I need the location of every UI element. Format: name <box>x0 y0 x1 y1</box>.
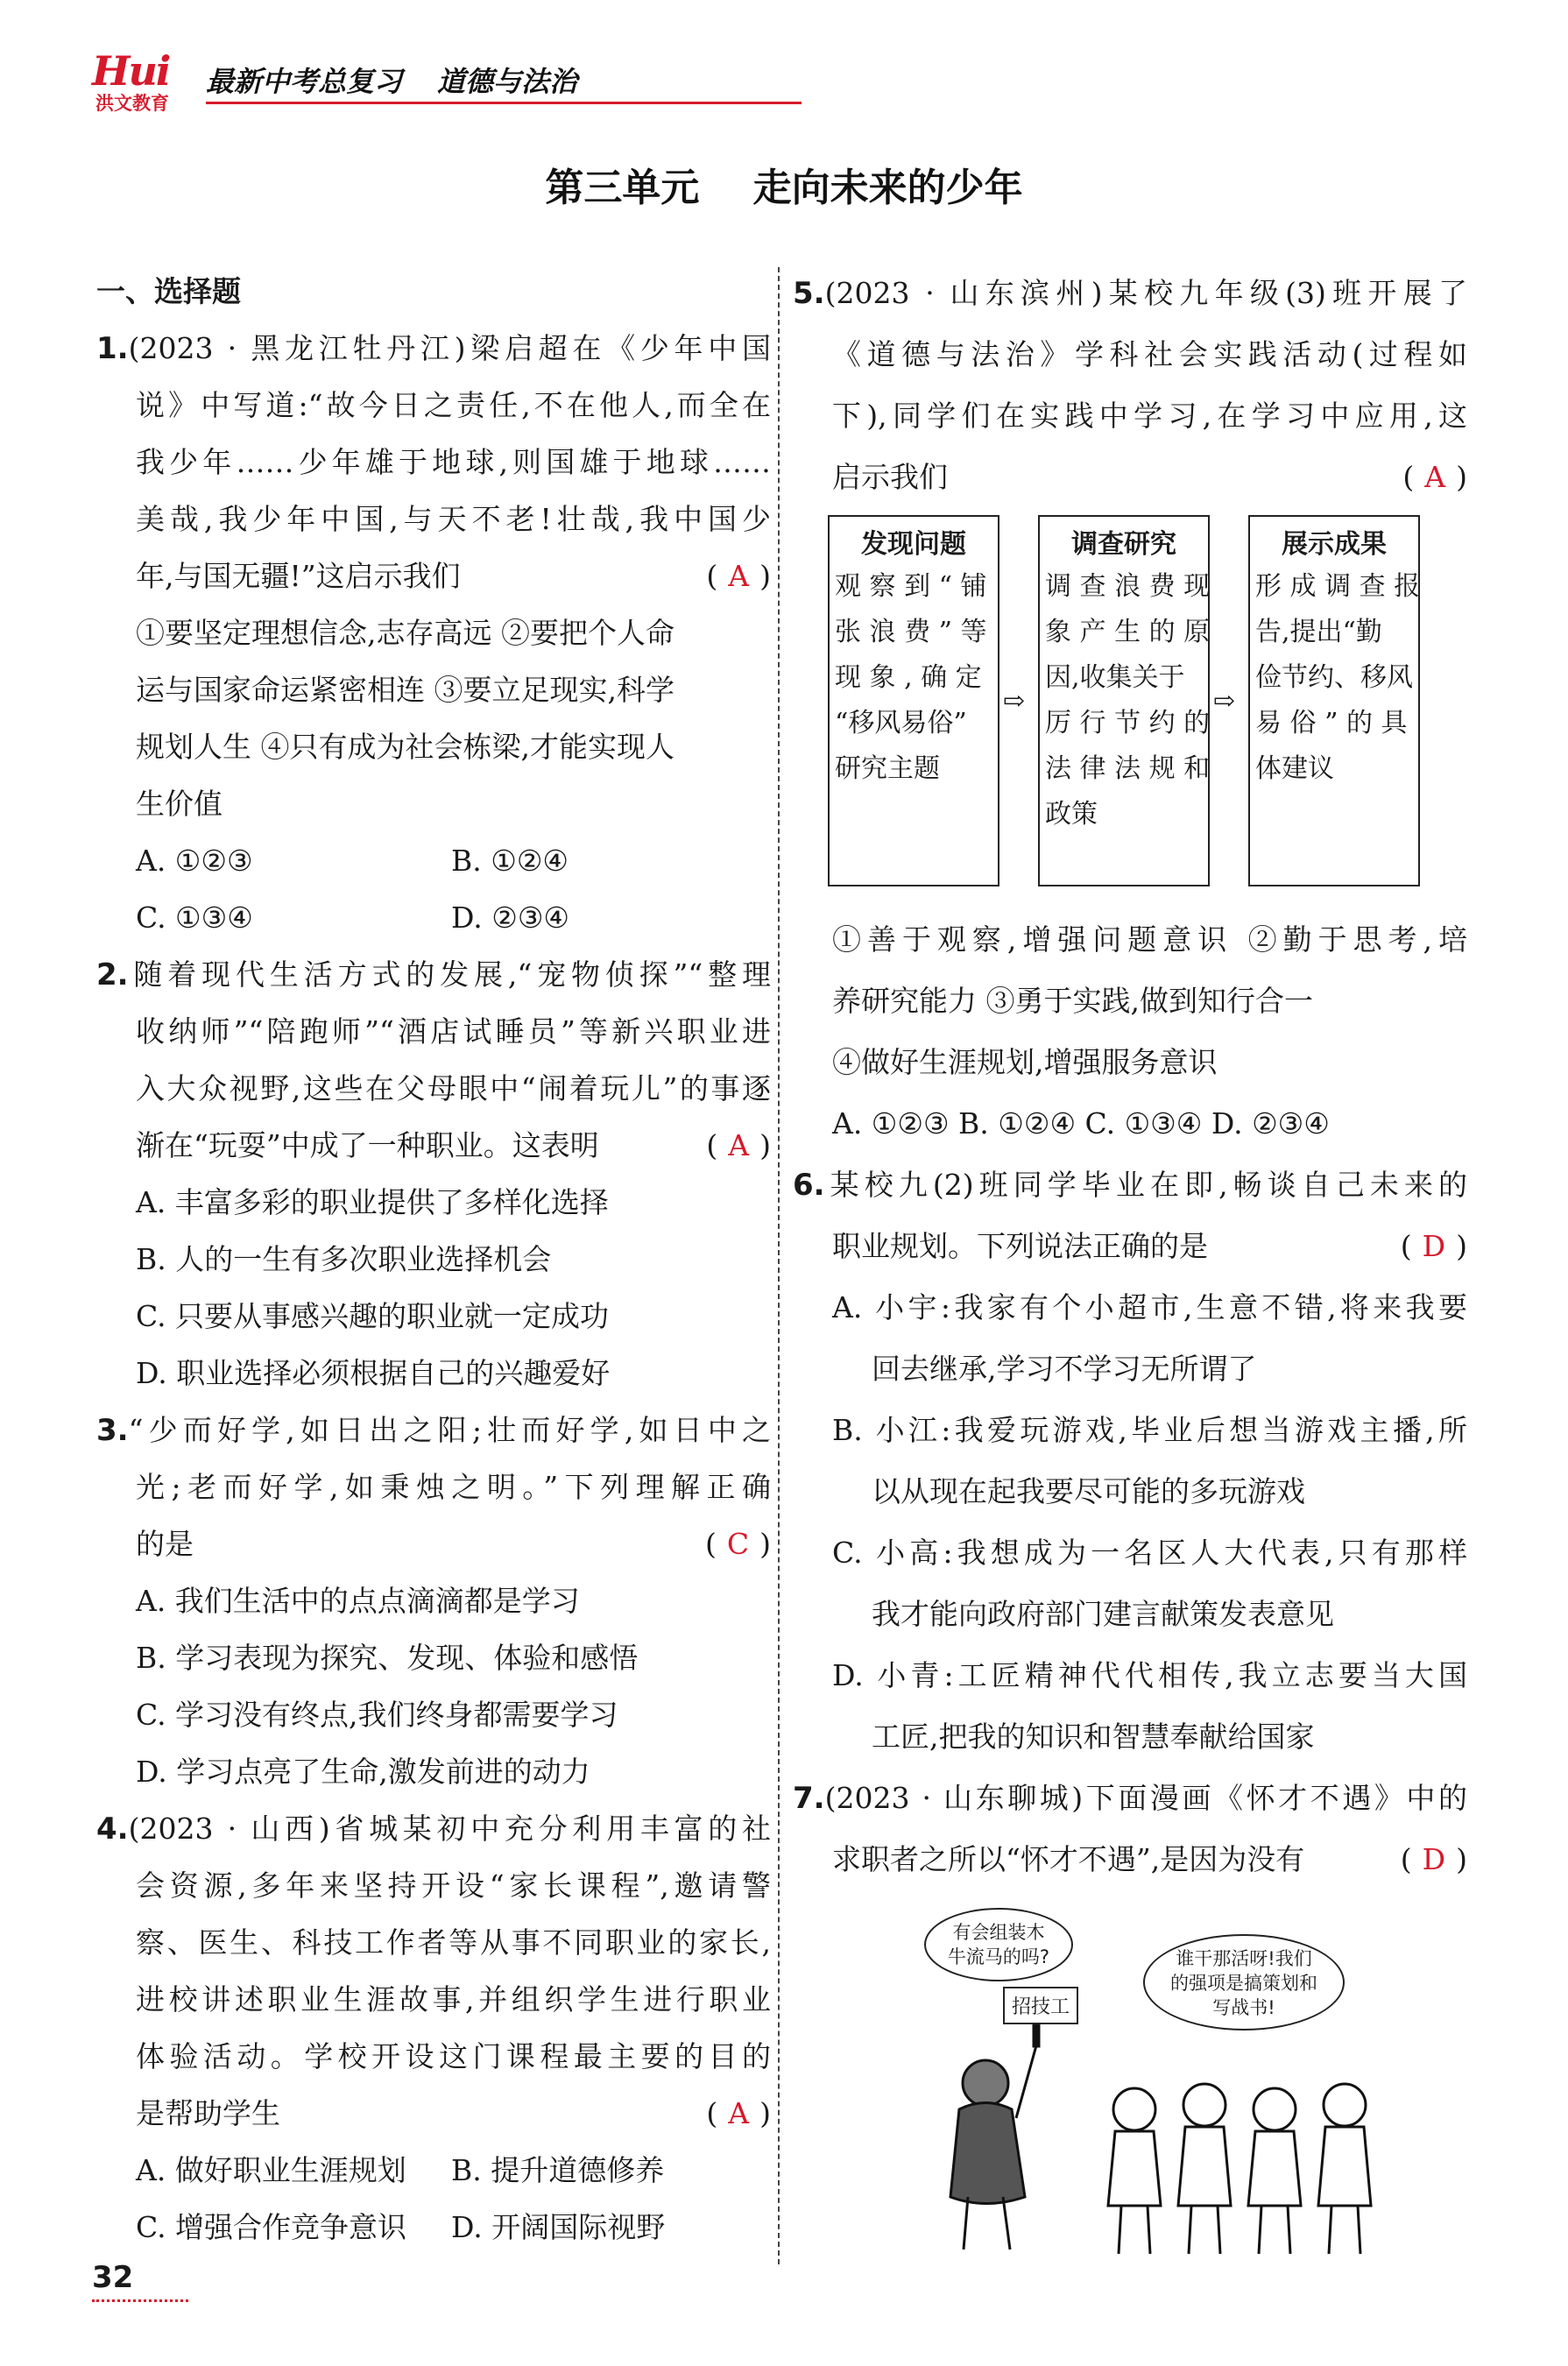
column-divider <box>778 267 780 2264</box>
question-line: 我少年……少年雄于地球,则国雄于地球…… <box>136 445 771 479</box>
page-number: 32 <box>92 2260 134 2295</box>
answer-bracket: ( A ) <box>706 1128 771 1162</box>
question-6 <box>793 1155 1467 1768</box>
page-header <box>83 47 714 114</box>
options-row: A. ①②③ B. ①②④ C. ①③④ D. ②③④ <box>832 1106 1330 1141</box>
option-d: D. 职业选择必须根据自己的兴趣爱好 <box>136 1356 611 1390</box>
speech-bubble-employer: 有会组装木 牛流马的吗? <box>924 1908 1073 1981</box>
question-number: 1. <box>96 331 129 366</box>
question-line: 收纳师”“陪跑师”“酒店试睡员”等新兴职业进 <box>136 1014 771 1049</box>
question-number: 7. <box>793 1781 825 1816</box>
answer-letter: A <box>728 2096 750 2130</box>
flow-step-title: 发现问题 <box>861 529 966 560</box>
option-a: A. 丰富多彩的职业提供了多样化选择 <box>136 1185 609 1219</box>
option-b: B. ①②④ <box>451 844 569 878</box>
option-c: C. ①③④ <box>136 900 253 935</box>
question-4 <box>96 1800 771 2256</box>
job-seekers-group <box>1108 2084 1371 2254</box>
question-line: 光;老而好学,如秉烛之明。”下列理解正确 <box>136 1470 771 1504</box>
header-rule <box>206 102 802 104</box>
question-line: 会资源,多年来坚持开设“家长课程”,邀请警 <box>136 1868 771 1903</box>
question-2 <box>96 946 771 1402</box>
flow-step-title: 调查研究 <box>1071 529 1176 560</box>
question-line: 5.(2023 · 山东滨州)某校九年级(3)班开展了 <box>793 276 1467 311</box>
page-number-underline <box>92 2299 188 2302</box>
question-number: 2. <box>96 957 129 992</box>
left-column <box>96 263 771 2256</box>
question-line: 体验活动。学校开设这门课程最主要的目的 <box>136 2039 771 2073</box>
option-a: A. 做好职业生涯规划 <box>136 2153 406 2187</box>
question-line: 2.随着现代生活方式的发展,“宠物侦探”“整理 <box>96 957 771 992</box>
statement-line: ④做好生涯规划,增强服务意识 <box>832 1045 1218 1079</box>
option-b: B. 人的一生有多次职业选择机会 <box>136 1242 552 1276</box>
question-line: 《道德与法治》学科社会实践活动(过程如 <box>832 337 1467 371</box>
option-a: A. 小宇:我家有个小超市,生意不错,将来我要 <box>832 1290 1467 1324</box>
question-line: 的是 ( C ) <box>96 1515 771 1572</box>
statement-line: 生价值 <box>136 787 222 821</box>
question-line: 年,与国无疆!”这启示我们 ( A ) <box>96 547 771 604</box>
option-d: D. ②③④ <box>451 900 570 935</box>
option-c: C. 只要从事感兴趣的职业就一定成功 <box>136 1299 610 1333</box>
question-number: 4. <box>96 1812 129 1847</box>
question-line: 3.“少而好学,如日出之阳;壮而好学,如日中之 <box>96 1413 771 1448</box>
question-line: 6.某校九(2)班同学毕业在即,畅谈自己未来的 <box>793 1168 1467 1203</box>
option-a-cont: 回去继承,学习不学习无所谓了 <box>872 1352 1257 1386</box>
option-b: B. 提升道德修养 <box>451 2153 665 2187</box>
question-line: 启示我们 ( A ) <box>793 447 1467 508</box>
question-number: 6. <box>793 1168 825 1203</box>
option-c: C. 增强合作竞争意识 <box>136 2210 407 2244</box>
option-b-cont: 以从现在起我要尽可能的多玩游戏 <box>872 1474 1305 1508</box>
options-row <box>96 889 771 946</box>
logo-hui-text: Hui <box>92 47 170 95</box>
option-d: D. 小青:工匠精神代代相传,我立志要当大国 <box>832 1658 1467 1692</box>
question-number: 3. <box>96 1413 129 1448</box>
options-row <box>96 832 771 889</box>
answer-letter: A <box>728 1128 750 1162</box>
answer-letter: C <box>726 1527 750 1561</box>
section-heading: 一、选择题 <box>96 274 241 308</box>
option-d: D. 开阔国际视野 <box>451 2210 666 2244</box>
answer-bracket: ( A ) <box>706 559 771 593</box>
option-a: A. ①②③ <box>136 844 253 878</box>
option-c-cont: 我才能向政府部门建言献策发表意见 <box>872 1597 1334 1631</box>
question-5 <box>793 263 1467 1155</box>
answer-letter: A <box>728 559 750 593</box>
question-7 <box>793 1768 1467 2276</box>
options-row <box>96 2199 771 2256</box>
question-line: 下),同学们在实践中学习,在学习中应用,这 <box>832 399 1467 433</box>
header-subject: 道德与法治 <box>437 65 578 98</box>
question-line: 说》中写道:“故今日之责任,不在他人,而全在 <box>136 388 771 422</box>
flow-arrow-icon: ⇨ <box>1213 686 1236 717</box>
option-a: A. 我们生活中的点点滴滴都是学习 <box>136 1584 580 1618</box>
header-title <box>206 60 577 100</box>
option-d-cont: 工匠,把我的知识和智慧奉献给国家 <box>872 1720 1315 1754</box>
question-line: 察、医生、科技工作者等从事不同职业的家长, <box>136 1925 771 1960</box>
question-line: 1.(2023 · 黑龙江牡丹江)梁启超在《少年中国 <box>96 331 771 366</box>
option-d: D. 学习点亮了生命,激发前进的动力 <box>136 1755 590 1789</box>
answer-letter: D <box>1422 1842 1446 1876</box>
logo-cn-text: 洪文教育 <box>95 93 169 114</box>
unit-title: 第三单元 走向未来的少年 <box>545 166 1023 210</box>
question-number: 5. <box>793 276 825 311</box>
statement-line: 运与国家命运紧密相连 ③要立足现实,科学 <box>136 673 675 707</box>
question-1 <box>96 320 771 946</box>
flow-step-research: 调查研究 调 查 浪 费 现 象 产 生 的 原 因,收集关于 厉 行 节 约 的 法 律 法 规 和 政策 <box>1038 515 1210 886</box>
question-line: 进校讲述职业生涯故事,并组织学生进行职业 <box>136 1982 771 2016</box>
question-line: 职业规划。下列说法正确的是 ( D ) <box>793 1216 1467 1277</box>
option-c: C. 学习没有终点,我们终身都需要学习 <box>136 1698 618 1732</box>
flow-step-results: 展示成果 形 成 调 查 报 告,提出“勤 俭节约、移风 易 俗 ” 的 具 体建议 <box>1248 515 1420 886</box>
answer-letter: D <box>1422 1229 1446 1263</box>
statement-line: ①善于观察,增强问题意识 ②勤于思考,培 <box>832 922 1467 957</box>
recruitment-sign: 招技工 <box>1003 1987 1078 2024</box>
flow-arrow-icon: ⇨ <box>1003 686 1026 717</box>
cartoon-image <box>915 1908 1441 2276</box>
question-3 <box>96 1402 771 1800</box>
option-b: B. 学习表现为探究、发现、体验和感悟 <box>136 1641 639 1675</box>
speech-bubble-seekers: 谁干那活呀!我们 的强项是搞策划和 写战书! <box>1143 1934 1345 2031</box>
statement-line: ①要坚定理想信念,志存高远 ②要把个人命 <box>136 616 675 650</box>
question-line: 7.(2023 · 山东聊城)下面漫画《怀才不遇》中的 <box>793 1781 1467 1816</box>
answer-bracket: ( C ) <box>705 1527 771 1561</box>
question-line: 渐在“玩耍”中成了一种职业。这表明 ( A ) <box>96 1117 771 1174</box>
answer-bracket: ( A ) <box>706 2096 771 2130</box>
statement-line: 规划人生 ④只有成为社会栋梁,才能实现人 <box>136 730 675 764</box>
statement-line: 养研究能力 ③勇于实践,做到知行合一 <box>832 984 1313 1018</box>
flow-step-title: 展示成果 <box>1282 529 1387 560</box>
answer-letter: A <box>1424 460 1446 494</box>
question-line: 是帮助学生 ( A ) <box>96 2085 771 2142</box>
answer-bracket: ( D ) <box>1400 1842 1467 1876</box>
publisher-logo <box>83 47 206 114</box>
question-line: 4.(2023 · 山西)省城某初中充分利用丰富的社 <box>96 1812 771 1847</box>
right-column <box>793 263 1467 2276</box>
header-series: 最新中考总复习 <box>206 65 403 98</box>
employer-figure <box>950 2011 1039 2249</box>
question-line: 求职者之所以“怀才不遇”,是因为没有 ( D ) <box>793 1829 1467 1890</box>
question-line: 美哉,我少年中国,与天不老!壮哉,我中国少 <box>136 502 771 536</box>
option-c: C. 小高:我想成为一名区人大代表,只有那样 <box>832 1536 1467 1570</box>
flow-step-discover: 发现问题 观 察 到 “ 铺 张 浪 费 ” 等 现 象 , 确 定 “移风易俗” 研究主题 <box>828 515 999 886</box>
process-flowchart <box>828 515 1467 909</box>
options-row <box>96 2142 771 2199</box>
answer-bracket: ( A ) <box>1402 460 1467 494</box>
option-b: B. 小江:我爱玩游戏,毕业后想当游戏主播,所 <box>832 1413 1467 1447</box>
answer-bracket: ( D ) <box>1400 1229 1467 1263</box>
question-line: 入大众视野,这些在父母眼中“闹着玩儿”的事逐 <box>136 1071 771 1105</box>
